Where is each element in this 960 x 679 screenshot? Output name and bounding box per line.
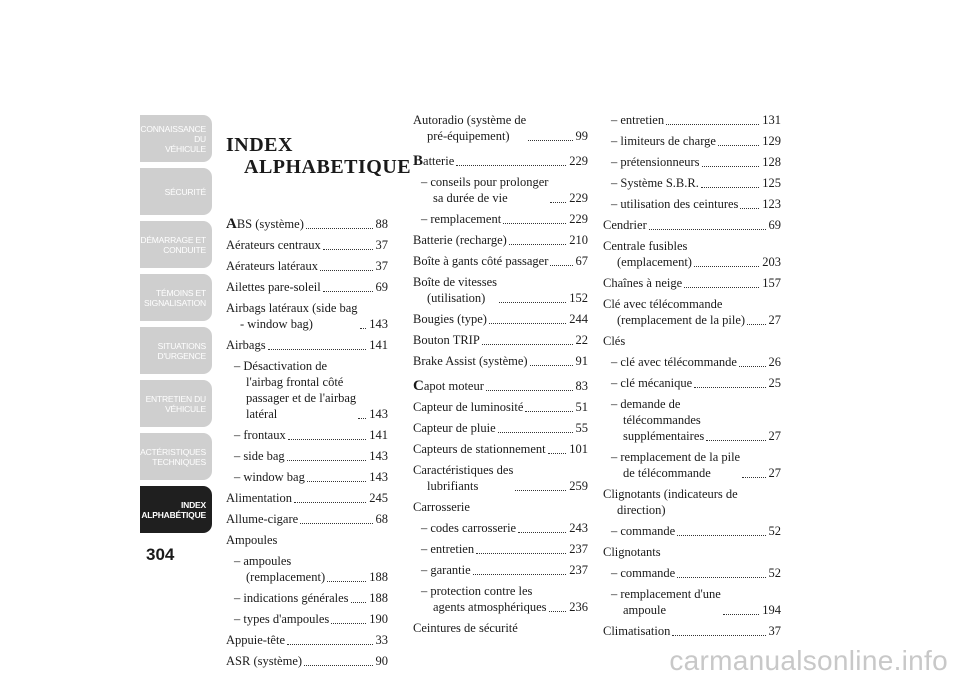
dot-leader bbox=[327, 580, 366, 582]
index-entry bbox=[603, 175, 781, 191]
dot-leader bbox=[498, 431, 573, 433]
index-entry bbox=[413, 112, 588, 144]
index-entry-label: agents atmosphériques bbox=[433, 600, 547, 614]
index-entry-page: 143 bbox=[369, 449, 388, 463]
dot-leader bbox=[747, 323, 765, 325]
index-entry-label: – Désactivation de bbox=[234, 359, 328, 373]
dot-leader bbox=[300, 522, 372, 524]
index-entry-label: Bouton TRIP bbox=[413, 333, 480, 347]
index-entry-page: 125 bbox=[762, 176, 781, 190]
index-entry bbox=[603, 333, 781, 349]
index-entry bbox=[226, 553, 388, 585]
index-entry-label: (emplacement) bbox=[617, 255, 692, 269]
index-entry-page: 194 bbox=[762, 603, 781, 617]
index-entry bbox=[603, 544, 781, 560]
dot-leader bbox=[694, 386, 765, 388]
index-entry-label: – utilisation des ceintures bbox=[611, 197, 739, 211]
index-column-3 bbox=[603, 112, 781, 644]
dot-leader bbox=[489, 322, 566, 324]
dot-leader bbox=[476, 552, 566, 554]
index-entry bbox=[413, 332, 588, 348]
chapter-tab-label: VÉHICULE bbox=[165, 403, 206, 414]
index-entry-label: Ceintures de sécurité bbox=[413, 621, 518, 635]
index-entry-page: 91 bbox=[575, 354, 588, 368]
index-entry-page: 129 bbox=[762, 134, 781, 148]
index-entry-page: 131 bbox=[762, 113, 781, 127]
index-entry-label: passager et de l'airbag bbox=[246, 391, 357, 405]
dot-leader bbox=[294, 501, 366, 503]
index-entry bbox=[413, 562, 588, 578]
index-column-2 bbox=[413, 112, 588, 641]
index-entry-page: 88 bbox=[375, 217, 388, 231]
dot-leader bbox=[694, 265, 759, 267]
chapter-tab-label: CARACTÉRISTIQUES bbox=[122, 446, 206, 457]
index-entry-label: – remplacement de la pile bbox=[611, 450, 741, 464]
index-entry-page: 259 bbox=[569, 479, 588, 493]
dot-leader bbox=[706, 439, 765, 441]
index-title-line-1: INDEX bbox=[226, 134, 293, 156]
index-entry-label: Capteurs de stationnement bbox=[413, 442, 546, 456]
dot-leader bbox=[503, 222, 566, 224]
index-entry bbox=[603, 486, 781, 518]
chapter-tab-1[interactable] bbox=[140, 115, 212, 162]
index-entry bbox=[413, 462, 588, 494]
index-entry-label: Cendrier bbox=[603, 218, 647, 232]
index-entry bbox=[413, 420, 588, 436]
index-entry-label: Batterie (recharge) bbox=[413, 233, 507, 247]
index-entry-page: 128 bbox=[762, 155, 781, 169]
index-entry-page: 229 bbox=[569, 212, 588, 226]
index-entry-page: 188 bbox=[369, 591, 388, 605]
chapter-tab-label: SIGNALISATION bbox=[144, 297, 206, 308]
index-entry-label: atterie bbox=[423, 154, 455, 168]
chapter-tab-label: DÉMARRAGE ET bbox=[140, 234, 206, 245]
index-entry-label: – prétensionneurs bbox=[611, 155, 700, 169]
index-entry-label: Chaînes à neige bbox=[603, 276, 683, 290]
chapter-tab-label: TECHNIQUES bbox=[152, 456, 206, 467]
index-entry-label: télécommandes bbox=[623, 413, 701, 427]
index-entry-page: 90 bbox=[375, 654, 388, 668]
letter-initial: B bbox=[413, 153, 424, 169]
index-entry-label: BS (système) bbox=[236, 217, 304, 231]
index-entry-label: – remplacement d'une bbox=[611, 587, 721, 601]
dot-leader bbox=[518, 531, 566, 533]
watermark: carmanualsonline.info bbox=[669, 645, 948, 676]
dot-leader bbox=[268, 348, 367, 350]
index-entry bbox=[603, 196, 781, 212]
index-entry-label: – limiteurs de charge bbox=[611, 134, 716, 148]
index-entry-label: Ampoules bbox=[226, 533, 278, 547]
index-entry-label: Alimentation bbox=[226, 491, 292, 505]
index-entry bbox=[226, 337, 388, 353]
dot-leader bbox=[677, 576, 765, 578]
dot-leader bbox=[739, 365, 766, 367]
index-entry-label: Aérateurs latéraux bbox=[226, 259, 318, 273]
index-entry bbox=[226, 300, 388, 332]
index-entry-label: – remplacement bbox=[421, 212, 502, 226]
index-entry bbox=[413, 541, 588, 557]
index-entry-label: – ampoules bbox=[234, 554, 292, 568]
index-entry-label: – Système S.B.R. bbox=[611, 176, 699, 190]
index-entry-page: 210 bbox=[569, 233, 588, 247]
dot-leader bbox=[288, 438, 367, 440]
index-entry-label: ASR (système) bbox=[226, 654, 303, 668]
index-entry bbox=[226, 532, 388, 548]
index-entry-label: supplémentaires bbox=[623, 429, 705, 443]
index-entry-label: apot moteur bbox=[423, 379, 484, 393]
dot-leader bbox=[482, 343, 573, 345]
index-entry-label: Airbags bbox=[226, 338, 266, 352]
index-entry-label: (utilisation) bbox=[427, 291, 486, 305]
chapter-tab-label: SITUATIONS bbox=[157, 340, 206, 351]
dot-leader bbox=[358, 417, 366, 419]
dot-leader bbox=[672, 634, 765, 636]
chapter-tab-label: D'URGENCE bbox=[157, 350, 206, 361]
index-entry bbox=[226, 448, 388, 464]
dot-leader bbox=[684, 286, 759, 288]
index-entry bbox=[226, 237, 388, 253]
index-entry-page: 68 bbox=[375, 512, 388, 526]
page-number: 304 bbox=[146, 545, 175, 564]
index-entry-page: 236 bbox=[569, 600, 588, 614]
chapter-tab-label: INDEX bbox=[181, 499, 206, 510]
index-entry-page: 33 bbox=[375, 633, 388, 647]
index-entry bbox=[226, 511, 388, 527]
index-entry-label: direction) bbox=[617, 503, 666, 517]
index-entry bbox=[413, 311, 588, 327]
dot-leader bbox=[702, 165, 760, 167]
index-entry-page: 157 bbox=[762, 276, 781, 290]
index-entry-label: Boîte de vitesses bbox=[413, 275, 498, 289]
index-entry-page: 83 bbox=[575, 379, 588, 393]
index-entry bbox=[413, 499, 588, 515]
index-entry-label: Capteur de luminosité bbox=[413, 400, 524, 414]
index-entry-page: 51 bbox=[575, 400, 588, 414]
dot-leader bbox=[701, 186, 759, 188]
chapter-tab-label: ENTRETIEN DU bbox=[145, 393, 206, 404]
index-entry-page: 52 bbox=[768, 566, 781, 580]
chapter-tab-label: SÉCURITÉ bbox=[164, 186, 206, 197]
index-entry bbox=[413, 253, 588, 269]
index-entry-page: 37 bbox=[768, 624, 781, 638]
index-entry-label: – window bag bbox=[234, 470, 305, 484]
index-entry-page: 143 bbox=[369, 317, 388, 331]
index-entry-page: 190 bbox=[369, 612, 388, 626]
chapter-tab-label: ALPHABÉTIQUE bbox=[141, 509, 206, 520]
dot-leader bbox=[718, 144, 759, 146]
dot-leader bbox=[649, 228, 766, 230]
dot-leader bbox=[287, 643, 372, 645]
index-entry bbox=[226, 427, 388, 443]
index-entry-label: Appuie-tête bbox=[226, 633, 286, 647]
chapter-tab-label: VÉHICULE bbox=[165, 143, 206, 154]
index-entry-page: 229 bbox=[569, 154, 588, 168]
index-entry-page: 243 bbox=[569, 521, 588, 535]
index-entry-label: lubrifiants bbox=[427, 479, 479, 493]
index-entry-label: - window bag) bbox=[240, 317, 313, 331]
dot-leader bbox=[548, 452, 567, 454]
index-entry-page: 101 bbox=[569, 442, 588, 456]
index-entry-label: – commande bbox=[611, 566, 676, 580]
index-entry-page: 69 bbox=[768, 218, 781, 232]
index-entry bbox=[413, 583, 588, 615]
index-entry bbox=[413, 399, 588, 415]
index-entry bbox=[603, 523, 781, 539]
index-entry-page: 26 bbox=[768, 355, 781, 369]
index-column-1 bbox=[226, 112, 412, 674]
dot-leader bbox=[320, 269, 373, 271]
index-entry bbox=[603, 586, 781, 618]
index-entry-label: – types d'ampoules bbox=[234, 612, 330, 626]
index-entry-label: – conseils pour prolonger bbox=[421, 175, 549, 189]
index-entry-page: 229 bbox=[569, 191, 588, 205]
dot-leader bbox=[509, 243, 566, 245]
index-entry-page: 203 bbox=[762, 255, 781, 269]
index-entry-label: Clé avec télécommande bbox=[603, 297, 723, 311]
index-entry-page: 245 bbox=[369, 491, 388, 505]
index-entry-label: (remplacement de la pile) bbox=[617, 313, 746, 327]
dot-leader bbox=[323, 248, 373, 250]
index-entry-label: Allume-cigare bbox=[226, 512, 299, 526]
index-entry-label: latéral bbox=[246, 407, 278, 421]
index-entry-page: 67 bbox=[575, 254, 588, 268]
index-entry-label: Clés bbox=[603, 334, 626, 348]
index-entry bbox=[413, 520, 588, 536]
index-entry bbox=[603, 396, 781, 444]
dot-leader bbox=[666, 123, 759, 125]
dot-leader bbox=[677, 534, 765, 536]
index-entry bbox=[603, 275, 781, 291]
index-entry bbox=[603, 133, 781, 149]
chapter-tab-label: CONDUITE bbox=[163, 244, 206, 255]
index-entry bbox=[413, 153, 588, 169]
index-entry bbox=[603, 112, 781, 128]
index-entry-page: 237 bbox=[569, 542, 588, 556]
index-entry bbox=[413, 353, 588, 369]
index-entry bbox=[413, 441, 588, 457]
index-entry bbox=[226, 216, 388, 232]
dot-leader bbox=[360, 327, 367, 329]
dot-leader bbox=[515, 489, 566, 491]
dot-leader bbox=[550, 201, 566, 203]
index-entry-label: l'airbag frontal côté bbox=[246, 375, 344, 389]
index-entry-label: – clé mécanique bbox=[611, 376, 693, 390]
index-entry bbox=[603, 565, 781, 581]
dot-leader bbox=[486, 389, 573, 391]
index-entry bbox=[226, 279, 388, 295]
index-entry bbox=[603, 238, 781, 270]
index-entry-label: Boîte à gants côté passager bbox=[413, 254, 549, 268]
index-entry bbox=[226, 653, 388, 669]
dot-leader bbox=[530, 364, 573, 366]
dot-leader bbox=[307, 480, 366, 482]
index-entry bbox=[603, 217, 781, 233]
index-title bbox=[226, 112, 412, 200]
chapter-tab-3[interactable] bbox=[140, 221, 212, 268]
index-entry-page: 143 bbox=[369, 470, 388, 484]
index-entry-label: – codes carrosserie bbox=[421, 521, 517, 535]
index-entry bbox=[413, 232, 588, 248]
index-entry bbox=[413, 211, 588, 227]
index-entry-label: – side bag bbox=[234, 449, 285, 463]
index-entry-label: – garantie bbox=[421, 563, 471, 577]
index-entry-page: 188 bbox=[369, 570, 388, 584]
index-entry-label: – commande bbox=[611, 524, 676, 538]
index-entry-page: 37 bbox=[375, 259, 388, 273]
index-entry-page: 27 bbox=[768, 429, 781, 443]
index-entry-label: Caractéristiques des bbox=[413, 463, 514, 477]
index-entry bbox=[603, 375, 781, 391]
index-entry-label: Centrale fusibles bbox=[603, 239, 688, 253]
index-entry bbox=[603, 296, 781, 328]
index-entry-page: 143 bbox=[369, 407, 388, 421]
index-entry bbox=[226, 590, 388, 606]
dot-leader bbox=[323, 290, 373, 292]
index-entry-label: sa durée de vie bbox=[433, 191, 508, 205]
index-entry-label: Aérateurs centraux bbox=[226, 238, 321, 252]
chapter-tab-label: TÉMOINS ET bbox=[156, 287, 206, 298]
index-entry-label: – frontaux bbox=[234, 428, 286, 442]
index-entry bbox=[413, 274, 588, 306]
dot-leader bbox=[549, 610, 567, 612]
chapter-tab-6[interactable] bbox=[140, 380, 212, 427]
index-entry-label: Ailettes pare-soleil bbox=[226, 280, 321, 294]
index-entry bbox=[603, 154, 781, 170]
index-entry-page: 244 bbox=[569, 312, 588, 326]
dot-leader bbox=[473, 573, 567, 575]
index-entry-page: 22 bbox=[575, 333, 588, 347]
index-entry-label: ampoule bbox=[623, 603, 667, 617]
chapter-tab-5[interactable] bbox=[140, 327, 212, 374]
index-entry bbox=[413, 620, 588, 636]
dot-leader bbox=[331, 622, 366, 624]
index-entry-page: 123 bbox=[762, 197, 781, 211]
index-entry-page: 69 bbox=[375, 280, 388, 294]
index-entry-page: 52 bbox=[768, 524, 781, 538]
index-entry bbox=[603, 623, 781, 639]
index-entry-label: (remplacement) bbox=[246, 570, 326, 584]
index-entry-label: Brake Assist (système) bbox=[413, 354, 528, 368]
dot-leader bbox=[351, 601, 367, 603]
index-entry-label: – protection contre les bbox=[421, 584, 533, 598]
index-entry-page: 141 bbox=[369, 338, 388, 352]
chapter-tab-label: CONNAISSANCE DU bbox=[140, 123, 206, 144]
index-entry bbox=[413, 174, 588, 206]
dot-leader bbox=[456, 164, 566, 166]
chapter-tab-4[interactable] bbox=[140, 274, 212, 321]
index-entry-page: 237 bbox=[569, 563, 588, 577]
dot-leader bbox=[499, 301, 566, 303]
index-entry-label: Clignotants (indicateurs de bbox=[603, 487, 738, 501]
dot-leader bbox=[723, 613, 759, 615]
index-entry-page: 141 bbox=[369, 428, 388, 442]
index-entry bbox=[226, 490, 388, 506]
dot-leader bbox=[304, 664, 372, 666]
index-entry-page: 27 bbox=[768, 466, 781, 480]
chapter-tab-7[interactable] bbox=[122, 433, 212, 480]
index-entry-label: – demande de bbox=[611, 397, 681, 411]
dot-leader bbox=[525, 410, 572, 412]
index-entry bbox=[603, 354, 781, 370]
chapter-tab-2[interactable] bbox=[140, 168, 212, 215]
index-title-line-2: ALPHABETIQUE bbox=[244, 156, 412, 178]
index-entry bbox=[226, 632, 388, 648]
index-entry-page: 27 bbox=[768, 313, 781, 327]
index-entry-label: Capteur de pluie bbox=[413, 421, 496, 435]
index-entry-label: Climatisation bbox=[603, 624, 671, 638]
index-entry-page: 55 bbox=[575, 421, 588, 435]
index-entry-label: – entretien bbox=[421, 542, 475, 556]
dot-leader bbox=[287, 459, 367, 461]
index-entry-page: 37 bbox=[375, 238, 388, 252]
index-entry-label: de télécommande bbox=[623, 466, 711, 480]
index-entry-label: Clignotants bbox=[603, 545, 661, 559]
letter-initial: C bbox=[413, 378, 424, 394]
letter-initial: A bbox=[226, 216, 237, 232]
index-entry-label: – entretien bbox=[611, 113, 665, 127]
index-entry bbox=[226, 358, 388, 422]
index-entry-label: Carrosserie bbox=[413, 500, 470, 514]
index-entry bbox=[226, 611, 388, 627]
dot-leader bbox=[740, 207, 759, 209]
index-entry-label: – clé avec télécommande bbox=[611, 355, 737, 369]
index-entry bbox=[603, 449, 781, 481]
dot-leader bbox=[528, 139, 572, 141]
index-entry-label: Autoradio (système de bbox=[413, 113, 527, 127]
dot-leader bbox=[306, 227, 373, 229]
dot-leader bbox=[742, 476, 765, 478]
index-entry-page: 25 bbox=[768, 376, 781, 390]
index-entry-page: 152 bbox=[569, 291, 588, 305]
index-entry bbox=[226, 469, 388, 485]
index-entry-label: Airbags latéraux (side bag bbox=[226, 301, 358, 315]
index-entry-page: 99 bbox=[575, 129, 588, 143]
chapter-tab-8[interactable] bbox=[140, 486, 212, 533]
dot-leader bbox=[550, 264, 572, 266]
index-entry-label: pré-équipement) bbox=[427, 129, 510, 143]
index-entry bbox=[226, 258, 388, 274]
index-entry-label: Bougies (type) bbox=[413, 312, 487, 326]
index-entry-label: – indications générales bbox=[234, 591, 349, 605]
index-entry bbox=[413, 378, 588, 394]
